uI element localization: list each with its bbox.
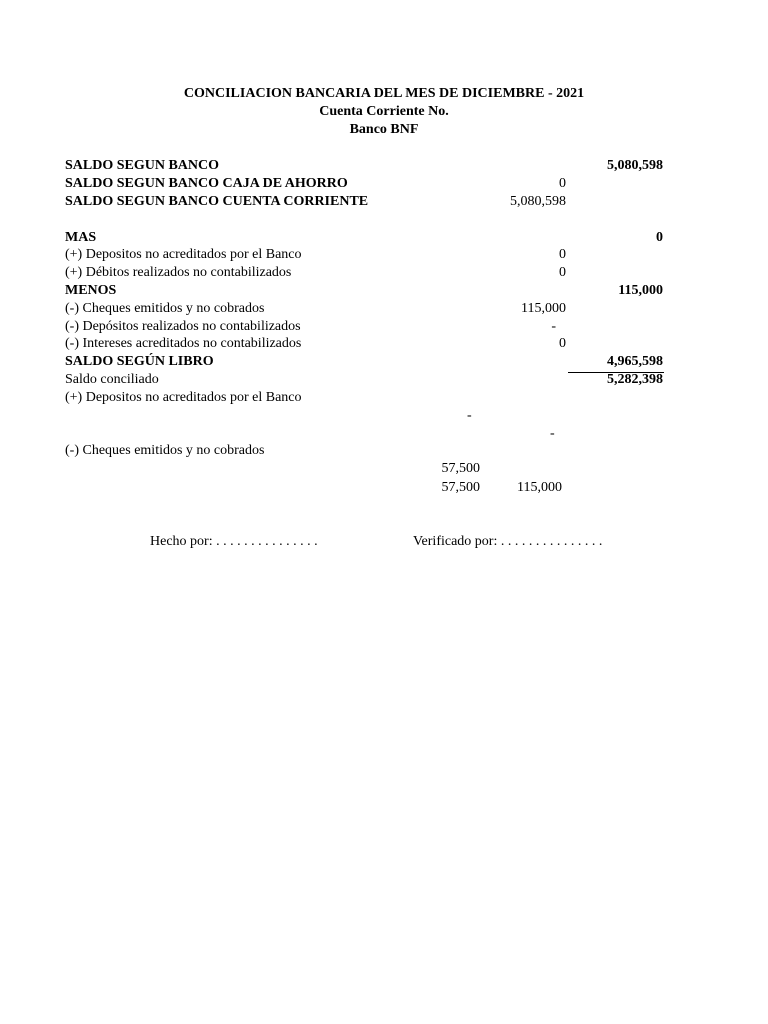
saldo-conciliado-label: Saldo conciliado <box>65 372 159 387</box>
debitos-no-contabilizados-amount: 0 <box>559 265 566 280</box>
mas-label: MAS <box>65 230 97 245</box>
detail-depositos-label: (+) Depositos no acreditados por el Banco <box>65 390 302 405</box>
detail-cheque-2: 57,500 <box>441 480 480 495</box>
saldo-libro-total: 4,965,598 <box>607 354 663 369</box>
detail-cheques-total: 115,000 <box>517 480 562 495</box>
depositos-no-contabilizados-label: (-) Depósitos realizados no contabilizados <box>65 319 301 334</box>
saldo-banco-total: 5,080,598 <box>607 158 663 173</box>
detail-depositos-dash-1: - <box>467 408 472 423</box>
depositos-no-acreditados-amount: 0 <box>559 247 566 262</box>
depositos-no-contabilizados-amount: - <box>551 319 556 334</box>
saldo-cuenta-corriente-label: SALDO SEGUN BANCO CUENTA CORRIENTE <box>65 194 369 209</box>
detail-depositos-dash-2: - <box>550 426 555 441</box>
saldo-caja-ahorro-label: SALDO SEGUN BANCO CAJA DE AHORRO <box>65 176 348 191</box>
mas-total: 0 <box>656 230 663 245</box>
saldo-cuenta-corriente-amount: 5,080,598 <box>510 194 566 209</box>
saldo-caja-ahorro-amount: 0 <box>559 176 566 191</box>
saldo-libro-label: SALDO SEGÚN LIBRO <box>65 354 214 369</box>
bank-subtitle: Banco BNF <box>349 122 419 137</box>
cheques-no-cobrados-label: (-) Cheques emitidos y no cobrados <box>65 301 265 316</box>
menos-total: 115,000 <box>618 283 663 298</box>
intereses-no-contabilizados-label: (-) Intereses acreditados no contabilizados <box>65 336 302 351</box>
intereses-no-contabilizados-amount: 0 <box>559 336 566 351</box>
saldo-banco-label: SALDO SEGUN BANCO <box>65 158 220 173</box>
document-title: CONCILIACION BANCARIA DEL MES DE DICIEMBRE - 2021 <box>183 86 585 101</box>
account-subtitle: Cuenta Corriente No. <box>319 104 449 119</box>
cheques-no-cobrados-amount: 115,000 <box>521 301 566 316</box>
verificado-por-signature: Verificado por: . . . . . . . . . . . . . . . <box>413 534 603 549</box>
debitos-no-contabilizados-label: (+) Débitos realizados no contabilizados <box>65 265 292 280</box>
hecho-por-signature: Hecho por: . . . . . . . . . . . . . . . <box>150 534 318 549</box>
saldo-conciliado-total: 5,282,398 <box>607 372 663 387</box>
depositos-no-acreditados-label: (+) Depositos no acreditados por el Banco <box>65 247 302 262</box>
detail-cheques-label: (-) Cheques emitidos y no cobrados <box>65 443 265 458</box>
detail-cheque-1: 57,500 <box>441 461 480 476</box>
menos-label: MENOS <box>65 283 117 298</box>
